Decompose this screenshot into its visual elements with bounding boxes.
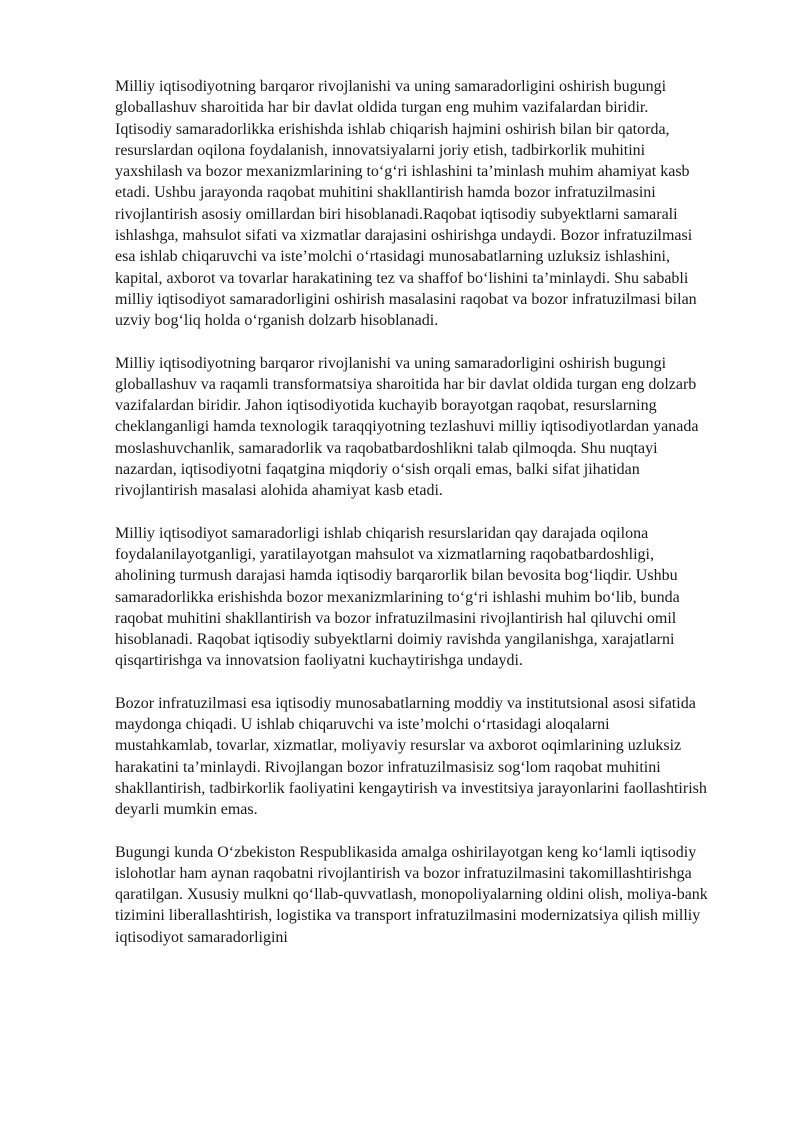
paragraph-3: Milliy iqtisodiyot samaradorligi ishlab chiqarish resurslaridan qay darajada oqilona foydalanilayotganligi, yaratilayotgan mahsulot va xizmatlarning raqobatbardoshligi, aholining turmush darajasi hamda iqtisodiy barqarorlik bilan bevosita bogʻliqdir. Ushbu samaradorlikka erishishda bozor mexanizmlarining toʻgʻri ishlashi muhim boʻlib, bunda raqobat muhitini shakllantirish va bozor infratuzilmasini rivojlantirish hal qiluvchi omil hisoblanadi. Raqobat iqtisodiy subyektlarni doimiy ravishda yangilanishga, xarajatlarni qisqartirishga va innovatsion faoliyatni kuchaytirishga undaydi. [115, 524, 680, 670]
paragraph-5: Bugungi kunda Oʻzbekiston Respublikasida amalga oshirilayotgan keng koʻlamli iqtisodiy islohotlar ham aynan raqobatni rivojlantirish va bozor infratuzilmasini takomillashtirishga qaratilgan. Xususiy mulkni qoʻllab-quvvatlash, monopoliyalarning oldini olish, moliya-bank tizimini liberallashtirish, logistika va transport infratuzilmasini modernizatsiya qilish milliy iqtisodiyot samaradorligini [115, 843, 708, 946]
paragraph-1: Milliy iqtisodiyotning barqaror rivojlanishi va uning samaradorligini oshirish bugungi globallashuv sharoitida har bir davlat oldida turgan eng muhim vazifalardan biridir. Iqtisodiy samaradorlikka erishishda ishlab chiqarish hajmini oshirish bilan bir qatorda, resurslardan oqilona foydalanish, innovatsiyalarni joriy etish, tadbirkorlik muhitini yaxshilash va bozor mexanizmlarining toʻgʻri ishlashini taʼminlash muhim ahamiyat kasb etadi. Ushbu jarayonda raqobat muhitini shakllantirish hamda bozor infratuzilmasini rivojlantirish asosiy omillardan biri hisoblanadi.Raqobat iqtisodiy subyektlarni samarali ishlashga, mahsulot sifati va xizmatlar darajasini oshirishga undaydi. Bozor infratuzilmasi esa ishlab chiqaruvchi va isteʼmolchi oʻrtasidagi munosabatlarning uzluksiz ishlashini, kapital, axborot va tovarlar harakatining tez va shaffof boʻlishini taʼminlaydi. Shu sababli milliy iqtisodiyot samaradorligini oshirish masalasini raqobat va bozor infratuzilmasi bilan uzviy bogʻliq holda oʻrganish dolzarb hisoblanadi. [115, 78, 697, 330]
paragraph-4: Bozor infratuzilmasi esa iqtisodiy munosabatlarning moddiy va institutsional asosi sifatida maydonga chiqadi. U ishlab chiqaruvchi va isteʼmolchi oʻrtasidagi aloqalarni mustahkamlab, tovarlar, xizmatlar, moliyaviy resurslar va axborot oqimlarining uzluksiz harakatini taʼminlaydi. Rivojlangan bozor infratuzilmasisiz sogʻlom raqobat muhitini shakllantirish, tadbirkorlik faoliyatini kengaytirish va investitsiya jarayonlarini faollashtirish deyarli mumkin emas. [115, 694, 707, 819]
paragraph-2: Milliy iqtisodiyotning barqaror rivojlanishi va uning samaradorligini oshirish bugungi globallashuv va raqamli transformatsiya sharoitida har bir davlat oldida turgan eng dolzarb vazifalardan biridir. Jahon iqtisodiyotida kuchayib borayotgan raqobat, resurslarning cheklanganligi hamda texnologik taraqqiyotning tezlashuvi milliy iqtisodiyotlardan yanada moslashuvchanlik, samaradorlik va raqobatbardoshlikni talab qilmoqda. Shu nuqtayi nazardan, iqtisodiyotni faqatgina miqdoriy oʻsish orqali emas, balki sifat jihatidan rivojlantirish masalasi alohida ahamiyat kasb etadi. [115, 354, 699, 500]
document-body [115, 76, 709, 969]
